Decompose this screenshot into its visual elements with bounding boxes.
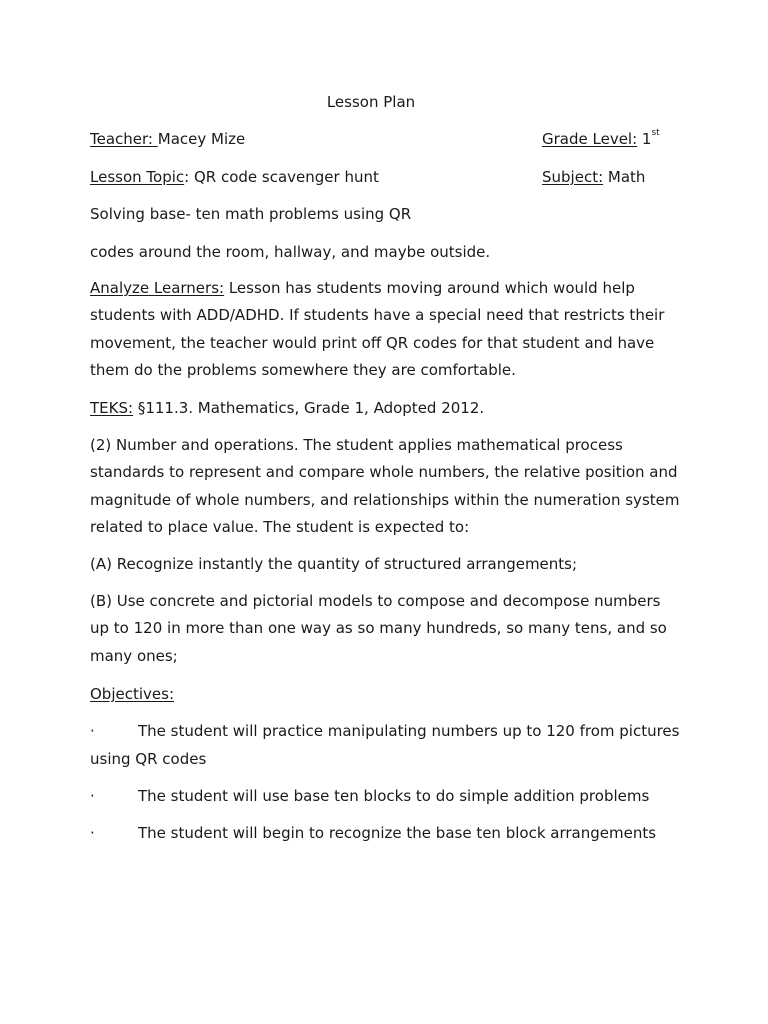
lesson-topic-value: : QR code scavenger hunt xyxy=(184,168,379,186)
description-line-2: codes around the room, hallway, and maybe outside. xyxy=(90,243,491,261)
bullet-icon: · xyxy=(90,787,95,805)
standard-2-paragraph: (2) Number and operations. The student applies mathematical process standards to represent and compare whole numbers, the relative position and magnitude of whole numbers, and relationships within the numeration system related to place value. The student is expected to: xyxy=(90,436,680,536)
objective-item xyxy=(90,718,680,773)
analyze-learners-text: Lesson has students moving around which would help students with ADD/ADHD. If students have a special need that restricts their movement, the teacher would print off QR codes for that student and have them do the problems somewhere they are comfortable. xyxy=(90,279,665,379)
bullet-icon: · xyxy=(90,824,95,842)
grade-level-label: Grade Level: xyxy=(542,130,638,148)
grade-level-value: 1 xyxy=(637,130,652,148)
objective-text: The student will practice manipulating numbers up to 120 from pictures using QR codes xyxy=(90,722,680,768)
subject-label: Subject: xyxy=(542,168,604,186)
objectives-label: Objectives: xyxy=(90,685,174,703)
objective-text: The student will begin to recognize the base ten block arrangements xyxy=(138,824,657,842)
grade-level-suffix: st xyxy=(651,128,660,138)
objective-item xyxy=(90,783,680,811)
grade-level-line xyxy=(542,130,660,148)
teks-line xyxy=(90,399,484,417)
objectives-heading xyxy=(90,685,174,703)
analyze-learners-label: Analyze Learners: xyxy=(90,279,225,297)
lesson-topic-line xyxy=(90,168,379,186)
lesson-topic-label: Lesson Topic xyxy=(90,168,185,186)
document-title: Lesson Plan xyxy=(326,93,416,111)
subject-line xyxy=(542,168,645,186)
teks-label: TEKS: xyxy=(90,399,134,417)
teacher-name: Macey Mize xyxy=(157,130,246,148)
bullet-icon: · xyxy=(90,722,95,740)
standard-b-paragraph: (B) Use concrete and pictorial models to compose and decompose numbers up to 120 in more than one way as so many hundreds, so many tens, and so many ones; xyxy=(90,592,667,665)
objective-text: The student will use base ten blocks to do simple addition problems xyxy=(138,787,650,805)
description-line-1: Solving base- ten math problems using QR xyxy=(90,205,412,223)
teacher-line xyxy=(90,130,245,148)
subject-value: Math xyxy=(603,168,646,186)
standard-a-paragraph: (A) Recognize instantly the quantity of structured arrangements; xyxy=(90,555,578,573)
analyze-learners-paragraph xyxy=(90,275,680,384)
objective-item xyxy=(90,820,680,848)
teks-value: §111.3. Mathematics, Grade 1, Adopted 2012. xyxy=(133,399,485,417)
teacher-label: Teacher: xyxy=(90,130,158,148)
